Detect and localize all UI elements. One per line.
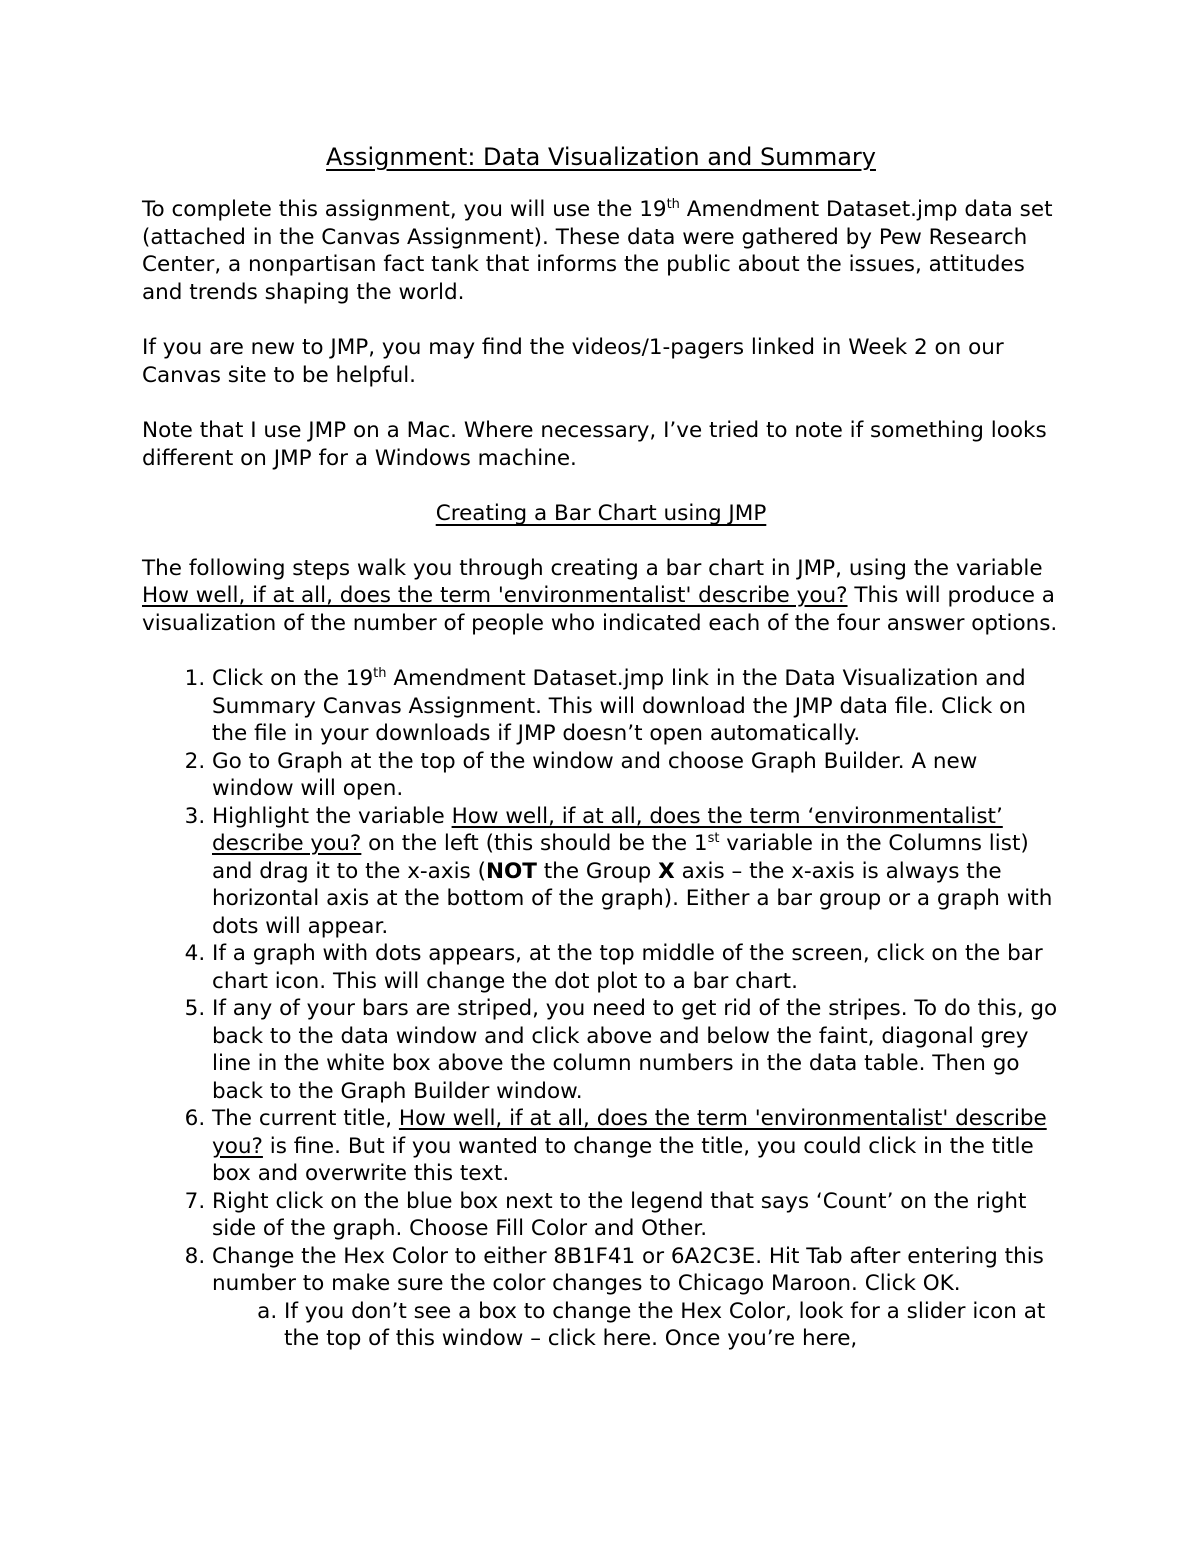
- step-text: Highlight the variable: [212, 803, 452, 829]
- variable-name: How well, if at all, does the term ‘environmentalist’ describe you?: [212, 803, 1003, 856]
- variable-name: How well, if at all, does the term 'environmentalist' describe you?: [142, 583, 848, 608]
- step-text: Right click on the blue box next to the legend that says ‘Count’ on the right side of the graph. Choose Fill Color and Other.: [212, 1188, 1027, 1241]
- step-text: Amendment Dataset.jmp link in the Data Visualization and Summary Canvas Assignment. This will download the JMP data file. Click on the file in your downloads if JMP doesn’t open automatically.: [212, 666, 1026, 746]
- step-item: [212, 803, 1060, 941]
- step-item: [212, 995, 1060, 1105]
- step-item: [212, 940, 1060, 995]
- step-text: The current title,: [212, 1106, 399, 1131]
- substeps-list: [212, 1298, 1060, 1353]
- superscript: th: [666, 196, 680, 212]
- intro-text: Amendment Dataset.jmp data set (attached in the Canvas Assignment). These data were gathered by Pew Research Center, a nonpartisan fact tank that informs the public about the issues, attitudes and trends shaping the world.: [142, 197, 1053, 305]
- step-text: Change the Hex Color to either 8B1F41 or 6A2C3E. Hit Tab after entering this number to make sure the color changes to Chicago Maroon. Click OK.: [212, 1243, 1044, 1296]
- step-item: [212, 1188, 1060, 1243]
- step-text: axis – the x-axis is always the horizontal axis at the bottom of the graph). Either a bar group or a graph with dots will appear.: [212, 858, 1053, 939]
- step-text: is fine. But if you wanted to change the title, you could click in the title box and overwrite this text.: [212, 1133, 1034, 1186]
- step-text: Click on the 19: [212, 666, 374, 691]
- bold-text: NOT: [485, 858, 537, 884]
- step-item: [212, 665, 1060, 748]
- intro-text: To complete this assignment, you will use the 19: [142, 197, 667, 222]
- step-text: Go to Graph at the top of the window and choose Graph Builder. A new window will open.: [212, 748, 978, 801]
- variable-name: How well, if at all, does the term 'environmentalist' describe you?: [212, 1106, 1047, 1159]
- bold-text: X: [658, 858, 675, 884]
- step-text: If a graph with dots appears, at the top middle of the screen, click on the bar chart icon. This will change the dot plot to a bar chart.: [212, 941, 1043, 994]
- substep-item: [284, 1298, 1060, 1353]
- step-text: variable in the Columns list) and drag it to the x-axis (: [212, 831, 1029, 884]
- step-item: [212, 748, 1060, 803]
- section-intro-text: The following steps walk you through creating a bar chart in JMP, using the variable: [142, 555, 1043, 581]
- section-intro-text: This will produce a visualization of the number of people who indicated each of the four answer options.: [142, 583, 1058, 636]
- intro-paragraph-jmp-new: If you are new to JMP, you may find the videos/1-pagers linked in Week 2 on our Canvas site to be helpful.: [142, 335, 1004, 388]
- step-text: on the left (this should be the 1: [361, 831, 708, 856]
- intro-paragraph-mac-note: Note that I use JMP on a Mac. Where necessary, I’ve tried to note if something looks different on JMP for a Windows machine.: [142, 418, 1047, 471]
- substep-text: If you don’t see a box to change the Hex Color, look for a slider icon at the top of this window – click here. Once you’re here,: [284, 1298, 1046, 1351]
- intro-paragraph-dataset: [142, 196, 1060, 306]
- superscript: st: [707, 830, 720, 846]
- step-text: the Group: [536, 858, 659, 884]
- steps-list: [142, 665, 1060, 1353]
- section-intro-paragraph: [142, 555, 1060, 638]
- superscript: th: [373, 665, 387, 681]
- document-title: Assignment: Data Visualization and Summary: [326, 143, 876, 171]
- step-item: [212, 1243, 1060, 1353]
- step-item: [212, 1105, 1060, 1188]
- section-title: Creating a Bar Chart using JMP: [435, 501, 767, 526]
- step-text: If any of your bars are striped, you need to get rid of the stripes. To do this, go back to the data window and click above and below the faint, diagonal grey line in the white box above the column numbers in the data table. Then go back to the Graph Builder window.: [212, 996, 1058, 1104]
